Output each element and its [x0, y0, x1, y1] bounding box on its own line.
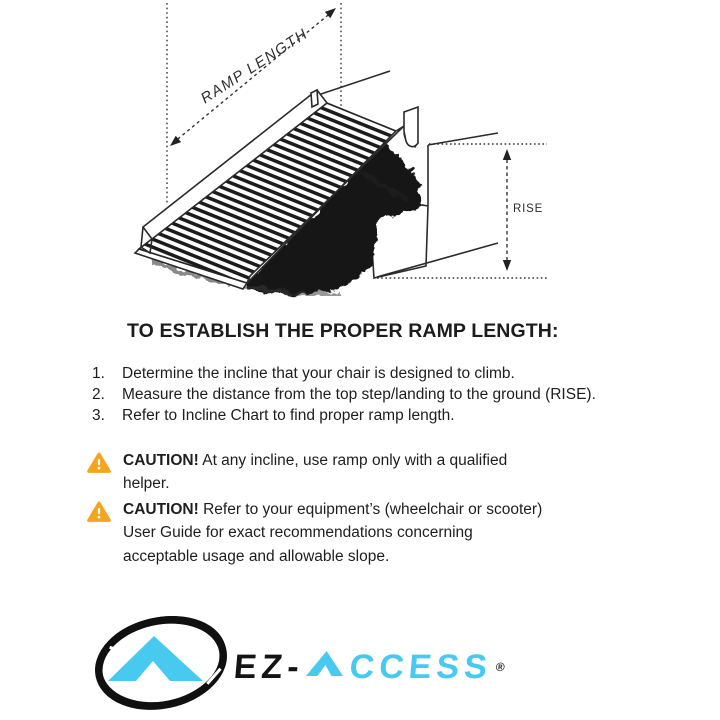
- list-item-text: Determine the incline that your chair is designed to climb.: [122, 365, 515, 382]
- warning-triangle-icon: [87, 501, 111, 523]
- rise-label: RISE: [513, 203, 544, 215]
- registered-trademark-symbol: ®: [495, 660, 506, 674]
- list-item-text: Refer to Incline Chart to find proper ramp length.: [122, 407, 455, 424]
- list-item: [92, 363, 596, 384]
- rise-dimension-arrow: [503, 149, 543, 271]
- landing-back-edge: [309, 71, 390, 98]
- ramp-rise-diagram: [0, 0, 720, 310]
- caution-section: [87, 449, 542, 570]
- caution-text: CAUTION! Refer to your equipment’s (wheelchair or scooter) User Guide for exact recommendations concerning acceptable usage and allowable slope.: [123, 500, 543, 565]
- ramp-length-label: RAMP LENGTH: [197, 25, 312, 108]
- ez-access-logo-emblem: [90, 611, 232, 719]
- wordmark-ez: EZ-: [232, 648, 306, 686]
- ramp-triangle-mark: [108, 636, 203, 681]
- warning-triangle-icon: [87, 452, 111, 474]
- caution-item: [87, 449, 542, 496]
- caution-item: [87, 498, 542, 568]
- list-item-text: Measure the distance from the top step/landing to the ground (RISE).: [122, 386, 596, 403]
- ramp-right-rail-post: [404, 107, 418, 147]
- caution-label: CAUTION!: [123, 452, 199, 469]
- list-item-number: 2.: [92, 386, 105, 403]
- page-title: TO ESTABLISH THE PROPER RAMP LENGTH:: [127, 320, 559, 342]
- ramp-left-rail-post: [311, 90, 318, 107]
- list-item-number: 1.: [92, 365, 105, 382]
- caution-label: CAUTION!: [123, 500, 199, 518]
- wordmark-ccess: CCESS: [348, 648, 494, 686]
- ez-access-wordmark: [232, 648, 507, 686]
- caution-text: CAUTION! At any incline, use ramp only with a qualified helper.: [123, 452, 508, 493]
- list-item: [92, 384, 596, 405]
- instruction-list: [92, 363, 596, 426]
- list-item: [92, 405, 596, 426]
- list-item-number: 3.: [92, 407, 105, 424]
- wordmark-a-triangle-icon: [306, 651, 345, 676]
